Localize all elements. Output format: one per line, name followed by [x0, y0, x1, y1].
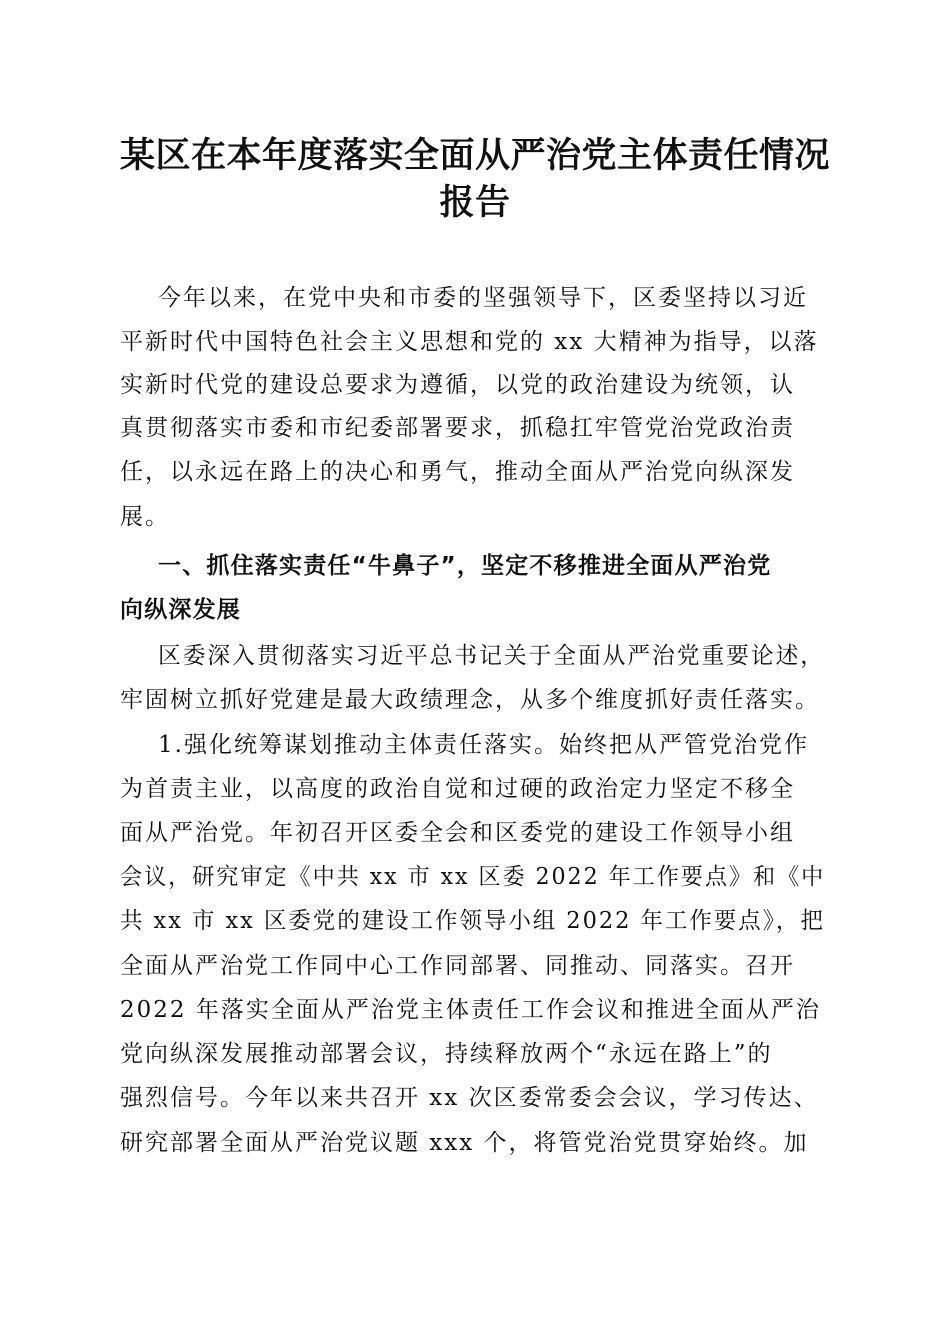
body-text-line: 任，以永远在路上的决心和勇气，推动全面从严治党向纵深发 — [120, 459, 795, 485]
section-heading-line: 向纵深发展 — [120, 597, 241, 623]
body-text-line: 区委深入贯彻落实习近平总书记关于全面从严治党重要论述， — [158, 643, 825, 669]
body-text-line: 展。 — [120, 504, 170, 530]
body-text-line: 平新时代中国特色社会主义思想和党的 xx 大精神为指导，以落 — [120, 329, 819, 355]
body-text-line: 真贯彻落实市委和市纪委部署要求，抓稳扛牢管党治党政治责 — [120, 415, 795, 441]
section-heading-line: 一、抓住落实责任“牛鼻子”，坚定不移推进全面从严治党 — [158, 553, 772, 579]
body-text-line: 研究部署全面从严治党议题 xxx 个，将管党治党贯穿始终。加 — [120, 1130, 809, 1156]
body-text-line: 实新时代党的建设总要求为遵循，以党的政治建设为统领，认 — [120, 372, 795, 398]
document-title-line-1: 某区在本年度落实全面从严治党主体责任情况 — [119, 135, 830, 176]
document-title-line-2: 报告 — [439, 182, 511, 223]
body-text-line: 党向纵深发展推动部署会议，持续释放两个“永远在路上”的 — [120, 1041, 773, 1067]
body-text-line: 面从严治党。年初召开区委全会和区委党的建设工作领导小组 — [120, 820, 795, 846]
body-text-line: 会议，研究审定《中共 xx 市 xx 区委 2022 年工作要点》和《中 — [120, 864, 826, 890]
body-text-line: 2022 年落实全面从严治党主体责任工作会议和推进全面从严治 — [120, 997, 821, 1023]
body-text-line: 今年以来，在党中央和市委的坚强领导下，区委坚持以习近 — [158, 285, 808, 311]
body-text-line: 强烈信号。今年以来共召开 xx 次区委常委会会议，学习传达、 — [120, 1085, 819, 1111]
body-text-line: 全面从严治党工作同中心工作同部署、同推动、同落实。召开 — [120, 953, 795, 979]
body-text-line: 1.强化统筹谋划推动主体责任落实。始终把从严管党治党作 — [158, 732, 809, 758]
body-text-line: 共 xx 市 xx 区委党的建设工作领导小组 2022 年工作要点》，把 — [120, 908, 825, 934]
body-text-line: 牢固树立抓好党建是最大政绩理念，从多个维度抓好责任落实。 — [120, 687, 820, 713]
body-text-line: 为首责主业，以高度的政治自觉和过硬的政治定力坚定不移全 — [120, 776, 795, 802]
